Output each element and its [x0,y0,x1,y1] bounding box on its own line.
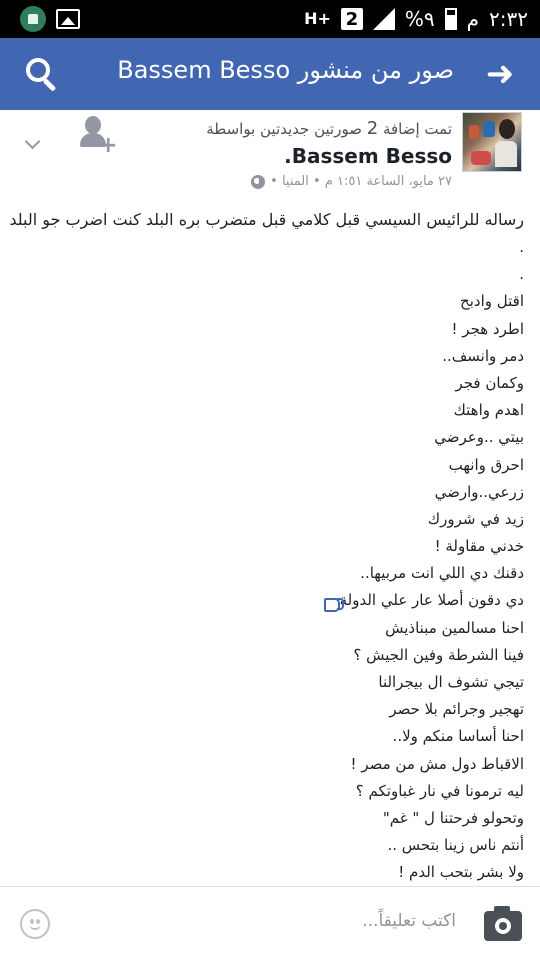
post-line: ليه ترمونا في نار غباوتكم ؟ [355,781,524,800]
post-line: اقتل وادبح [460,292,524,311]
post-line: احنا مسالمين مبناذيش [385,618,524,637]
post-line: زرعي..وارضي [434,482,524,501]
avatar[interactable] [462,112,522,172]
post-line: أنتم ناس زينا بتحس .. [387,836,524,855]
post-line: الاقباط دول مش من مصر ! [350,754,524,773]
post-line: اطرد هجر ! [451,319,524,338]
post-line: تيجي تشوف ال بيجرالنا [378,673,524,691]
chevron-down-icon[interactable] [24,134,44,154]
post-line: فينا الشرطة وفين الجيش ؟ [353,645,524,664]
search-icon[interactable] [22,54,62,94]
post-header [0,110,540,200]
post-line-with-emoji [14,587,524,614]
author-name[interactable]: Bassem Besso. [284,144,452,168]
post-line: احنا أساسا منكم ولا.. [392,727,524,746]
clock: ٢:٣٢ [489,7,528,31]
camera-icon[interactable] [484,911,522,941]
battery-icon [445,8,457,30]
post-line: خدني مقاولة ! [434,537,524,556]
post-line: رساله للرائيس السيسي قبل كلامي قبل متضرب بره البلد كنت اضرب جو البلد [9,210,524,229]
app-bar-title: صور من منشور Bassem Besso [117,56,454,84]
post-line: دمر وانسف.. [442,346,524,365]
battery-percent: %٩ [404,7,435,31]
thumbs-down-icon [324,598,340,612]
photo-count: 2 [366,118,379,139]
post-line: زيد في شرورك [427,509,524,528]
post-line: دقنك دي اللي انت مربيها.. [360,564,524,583]
post-line: بيتي ..وعرضي [434,428,524,447]
post-line: ولا بشر بتحب الدم ! [398,863,524,882]
network-type-indicator: H+ [304,9,331,28]
image-notification-icon [56,9,80,29]
signal-icon [373,8,395,30]
post-line: اهدم واهتك [453,401,524,420]
activity-suffix: صورتين جديدتين بواسطة [206,120,362,138]
sim-indicator: 2 [341,8,363,30]
comment-bar [0,886,540,960]
post-line: تهجير وجرائم بلا حصر [389,700,524,719]
add-friend-icon[interactable]: + [80,116,114,154]
post-activity-text [206,118,452,139]
store-notification-icon [20,6,46,32]
status-bar [0,0,540,38]
comment-input[interactable]: اكتب تعليقاً... [362,911,456,931]
post-line: وتحولو فرحتنا ل " غم" [382,808,524,827]
post-line: . [519,265,524,284]
post-body [9,206,524,887]
activity-prefix: تمت إضافة [382,120,452,138]
status-right [304,0,528,38]
post-meta [251,174,452,189]
post-line: احرق وانهب [448,455,524,474]
globe-icon [251,175,265,189]
arrow-forward-icon[interactable]: ➜ [485,54,515,94]
post-line: . [519,238,524,256]
post-line-text: دي دقون أصلا عار علي الدولة [339,591,524,610]
am-pm-indicator: م [466,7,480,31]
emoji-icon[interactable] [20,909,50,939]
app-bar [0,38,540,110]
post-line: وكمان فجر [455,373,524,392]
post-timestamp[interactable]: ٢٧ مايو، الساعة ١:٥١ م • المنيا • [270,174,452,189]
